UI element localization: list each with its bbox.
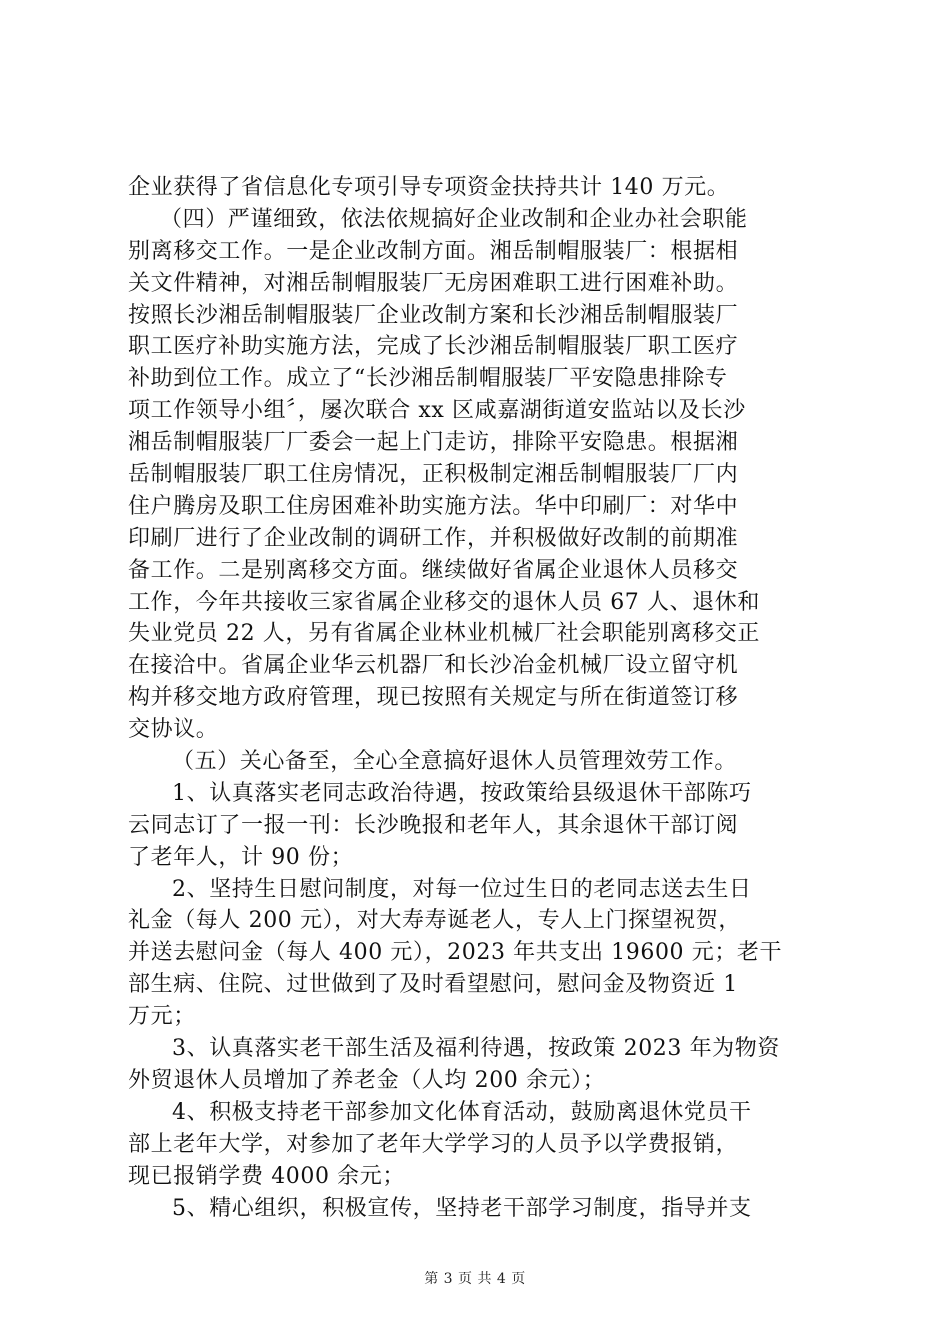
text-line: 云同志订了一报一刊：长沙晚报和老年人，其余退休干部订阅 (128, 812, 739, 838)
text-line: 礼金（每人 200 元），对大寿寿诞老人，专人上门探望祝贺， (128, 908, 741, 934)
text-line: 4、积极支持老干部参加文化体育活动，鼓励离退休党员干 (172, 1099, 752, 1125)
text-line: 住户腾房及职工住房困难补助实施方法。华中印刷厂：对华中 (128, 493, 739, 519)
text-line: 交协议。 (128, 717, 219, 743)
text-line: 工作，今年共接收三家省属企业移交的退休人员 67 人、退休和 (128, 589, 760, 615)
text-line: 1、认真落实老同志政治待遇，按政策给县级退休干部陈巧 (172, 780, 752, 806)
text-line: 关文件精神，对湘岳制帽服装厂无房困难职工进行困难补助。 (128, 270, 739, 296)
text-line: 项工作领导小组〞，屡次联合 xx 区咸嘉湖街道安监站以及长沙 (128, 398, 746, 424)
text-line: （五）关心备至，全心全意搞好退休人员管理效劳工作。 (172, 749, 738, 775)
text-line: 万元； (128, 1004, 196, 1030)
text-line: 备工作。二是别离移交方面。继续做好省属企业退休人员移交 (128, 557, 739, 583)
text-line: 别离移交工作。一是企业改制方面。湘岳制帽服装厂：根据相 (128, 238, 739, 264)
text-line: 并送去慰问金（每人 400 元），2023 年共支出 19600 元；老干 (128, 940, 783, 966)
text-line: （四）严谨细致，依法依规搞好企业改制和企业办社会职能 (160, 206, 748, 232)
page-footer (0, 1268, 950, 1288)
text-line: 湘岳制帽服装厂厂委会一起上门走访，排除平安隐患。根据湘 (128, 430, 739, 456)
text-line: 企业获得了省信息化专项引导专项资金扶持共计 140 万元。 (128, 175, 730, 200)
text-line: 在接洽中。省属企业华云机器厂和长沙冶金机械厂设立留守机 (128, 653, 739, 679)
text-line: 部生病、住院、过世做到了及时看望慰问，慰问金及物资近 1 (128, 972, 738, 998)
text-line: 部上老年大学，对参加了老年大学学习的人员予以学费报销， (128, 1131, 739, 1157)
body-text (128, 172, 828, 1224)
text-line: 外贸退休人员增加了养老金（人均 200 余元）； (128, 1067, 606, 1093)
text-line: 5、精心组织，积极宣传，坚持老干部学习制度，指导并支 (172, 1195, 752, 1221)
text-line: 3、认真落实老干部生活及福利待遇，按政策 2023 年为物资 (172, 1036, 780, 1062)
text-line: 按照长沙湘岳制帽服装厂企业改制方案和长沙湘岳制帽服装厂 (128, 302, 739, 328)
text-line: 补助到位工作。成立了“长沙湘岳制帽服装厂平安隐患排除专 (128, 366, 728, 392)
text-line: 失业党员 22 人，另有省属企业林业机械厂社会职能别离移交正 (128, 621, 760, 647)
text-line: 职工医疗补助实施方法，完成了长沙湘岳制帽服装厂职工医疗 (128, 334, 739, 360)
text-line: 岳制帽服装厂职工住房情况，正积极制定湘岳制帽服装厂厂内 (128, 462, 739, 488)
text-line: 印刷厂进行了企业改制的调研工作，并积极做好改制的前期准 (128, 525, 739, 551)
text-line: 构并移交地方政府管理，现已按照有关规定与所在街道签订移 (128, 685, 739, 711)
text-line: 现已报销学费 4000 余元； (128, 1163, 405, 1189)
page-number-label: 第 3 页 共 4 页 (424, 1271, 526, 1287)
text-line: 了老年人，计 90 份； (128, 844, 354, 870)
text-line: 2、坚持生日慰问制度，对每一位过生日的老同志送去生日 (172, 876, 752, 902)
